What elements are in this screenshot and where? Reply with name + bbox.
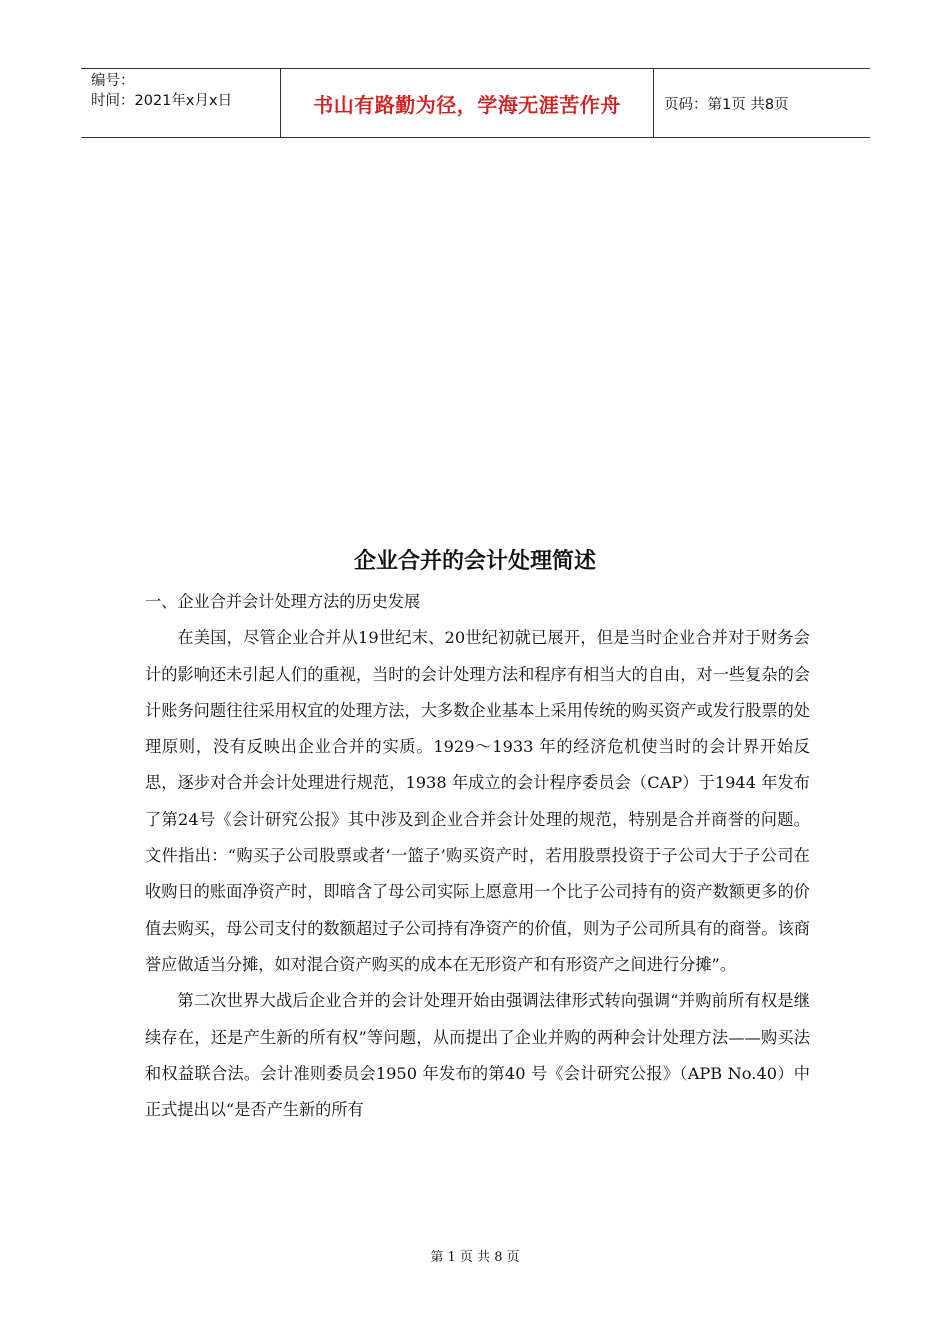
header-page-info: 页码：第1页 共8页 (664, 96, 789, 113)
paragraph: 第二次世界大战后企业合并的会计处理开始由强调法律形式转向强调“并购前所有权是继续存在，还是产生新的所有权”等问题，从而提出了企业并购的两种会计处理方法——购买法和权益联合法。会计准则委员会1950 年发布的第40 号《会计研究公报》（APB No.40）中正式提出以“是否产生新的所有 (145, 991, 810, 1120)
paragraph: 在美国，尽管企业合并从19世纪末、20世纪初就已展开，但是当时企业合并对于财务会计的影响还未引起人们的重视，当时的会计处理方法和程序有相当大的自由，对一些复杂的会计账务问题往往采用权宜的处理方法，大多数企业基本上采用传统的购买资产或发行股票的处理原则，没有反映出企业合并的实质。1929～1933 年的经济危机使当时的会计界开始反思，逐步对合并会计处理进行规范，1938 年成立的会计程序委员会（CAP）于1944 年发布了第24号《会计研究公报》其中涉及到企业合并会计处理的规范，特别是合并商誉的问题。文件指出：“购买子公司股票或者‘一篮子’购买资产时，若用股票投资于子公司大于子公司在收购日的账面净资产时，即暗含了母公司实际上愿意用一个比子公司持有的资产数额更多的价值去购买，母公司支付的数额超过子公司持有净资产的价值，则为子公司所具有的商誉。该商誉应做适当分摊，如对混合资产购买的成本在无形资产和有形资产之间进行分摊”。 (145, 628, 810, 974)
page-footer: 第 1 页 共 8 页 (430, 1250, 520, 1265)
header-meta (81, 69, 281, 137)
number-label: 编号： (91, 73, 135, 89)
document-title: 企业合并的会计处理简述 (353, 549, 596, 574)
header-table (81, 68, 870, 138)
document-body (145, 584, 810, 1128)
time-label: 时间：2021年x月x日 (91, 93, 233, 109)
section-heading: 一、企业合并会计处理方法的历史发展 (145, 592, 421, 611)
header-motto: 书山有路勤为径，学海无涯苦作舟 (281, 69, 654, 137)
